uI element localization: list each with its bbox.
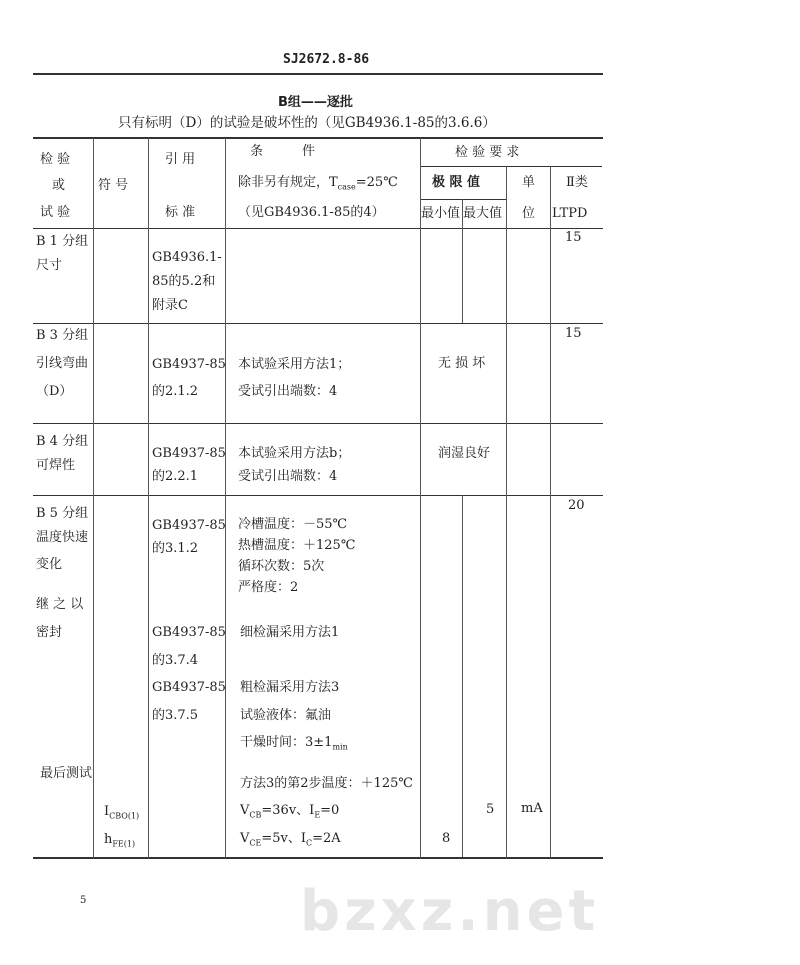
col-symbol: 符 号 [98,178,129,193]
symbol [104,804,139,820]
col-ref-l1: 引 用 [165,152,196,167]
col-min: 最小值 [421,206,461,221]
col-cond-l1: 条 件 [250,144,316,159]
col-unit-l1: 单 [522,175,536,190]
test: B 4 分组 [36,434,89,449]
rule [420,138,421,858]
max-value: 5 [486,802,495,817]
rule [550,166,551,858]
col-requirements: 检 验 要 求 [455,145,520,160]
ltpd: 15 [565,230,582,245]
ref: 附录C [152,298,188,313]
requirement: 无 损 坏 [438,356,486,371]
col-unit-l2: 位 [522,206,536,221]
ref: 的2.1.2 [152,384,199,399]
rule [33,423,603,424]
t: V [240,831,250,846]
cond [240,831,341,847]
header-rule [33,73,603,75]
col-ltpd-l1: Ⅱ类 [566,175,588,190]
cond: 本试验采用方法b； [238,446,351,461]
test: 尺寸 [36,258,63,273]
rule [33,495,603,496]
t: V [240,803,250,818]
cond-text: 除非另有规定，T [238,175,338,190]
col-cond-l3: （见GB4936.1-85的4） [238,205,385,220]
col-ltpd-l2: LTPD [552,206,588,221]
min-value: 8 [442,831,451,846]
rule [33,228,603,229]
cond [240,803,339,819]
ltpd: 20 [568,498,585,513]
test: 引线弯曲 [36,356,89,371]
cond: 严格度：2 [238,580,299,595]
t: CB [249,810,262,820]
col-max: 最大值 [463,206,503,221]
rule [462,228,463,323]
col-limit: 极 限 值 [432,175,481,190]
table-bottom-rule [33,857,603,859]
rule [506,166,507,858]
t: =5v、I [261,831,307,846]
cond: 试验液体：氟油 [240,708,332,723]
test: B 3 分组 [36,328,89,343]
col-ref-l2: 标 准 [165,205,196,220]
watermark: bzxz.net [300,879,600,944]
ref: 的3.7.4 [152,653,199,668]
cond: 粗检漏采用方法3 [240,680,340,695]
ref: GB4937-85 [152,625,226,640]
test: 温度快速 [36,530,89,545]
cond-text: 干燥时间：3±1 [240,735,333,750]
cond: 热槽温度：＋125℃ [238,538,356,553]
symbol-sub: CBO(1) [109,811,140,821]
t: C [306,838,313,848]
table-title: B组——逐批 [278,95,353,110]
ref: GB4937-85 [152,518,226,533]
test: 可焊性 [36,458,76,473]
cond: 方法3的第2步温度：＋125℃ [240,776,413,791]
table-top-rule [33,137,603,139]
symbol-main: h [104,832,113,847]
cond-sub: min [332,742,348,752]
ref: GB4937-85 [152,680,226,695]
ref: GB4937-85 [152,357,226,372]
ref: GB4936.1- [152,250,222,265]
requirement: 润湿良好 [438,446,491,461]
unit: mA [521,801,543,816]
cond: 受试引出端数：4 [238,384,338,399]
ref: 的2.2.1 [152,469,199,484]
ref: 的3.1.2 [152,541,199,556]
symbol [104,832,135,848]
cond [240,735,348,751]
ltpd: 15 [565,326,582,341]
rule [420,199,506,200]
test: 继 之 以 [36,597,84,612]
test: B 1 分组 [36,234,89,249]
t: =0 [320,803,340,818]
ref: 85的5.2和 [152,274,216,289]
cond: 循环次数：5次 [238,559,325,574]
ref: GB4937-85 [152,446,226,461]
cond-text: =25℃ [355,175,398,190]
rule [225,138,226,858]
cond-sub: case [337,182,356,192]
test: 变化 [36,557,63,572]
rule [93,138,94,858]
col-cond-l2 [238,175,398,191]
rule [33,323,603,324]
table-subtitle: 只有标明（D）的试验是破坏性的（见GB4936.1-85的3.6.6） [118,115,496,131]
ref: 的3.7.5 [152,708,199,723]
col-test-l1: 检 验 [40,152,71,167]
test: 密封 [36,625,63,640]
test: （D） [36,384,73,399]
cond: 冷槽温度：－55℃ [238,517,348,532]
t: E [314,810,321,820]
t: =36v、I [261,803,315,818]
symbol-sub: FE(1) [112,839,136,849]
test: 最后测试 [40,766,93,781]
page-number: 5 [80,895,87,906]
rule [420,166,602,167]
doc-number: SJ2672.8-86 [283,52,370,67]
test: B 5 分组 [36,506,89,521]
t: =2A [312,831,341,846]
cond: 受试引出端数：4 [238,469,338,484]
symbol-main: I [104,804,110,819]
rule [462,495,463,857]
cond: 本试验采用方法1； [238,357,351,372]
col-test-l2: 或 [52,178,66,193]
t: CE [249,838,262,848]
rule [462,199,463,229]
cond: 细检漏采用方法1 [240,625,340,640]
rule [148,138,149,858]
col-test-l3: 试 验 [40,205,71,220]
